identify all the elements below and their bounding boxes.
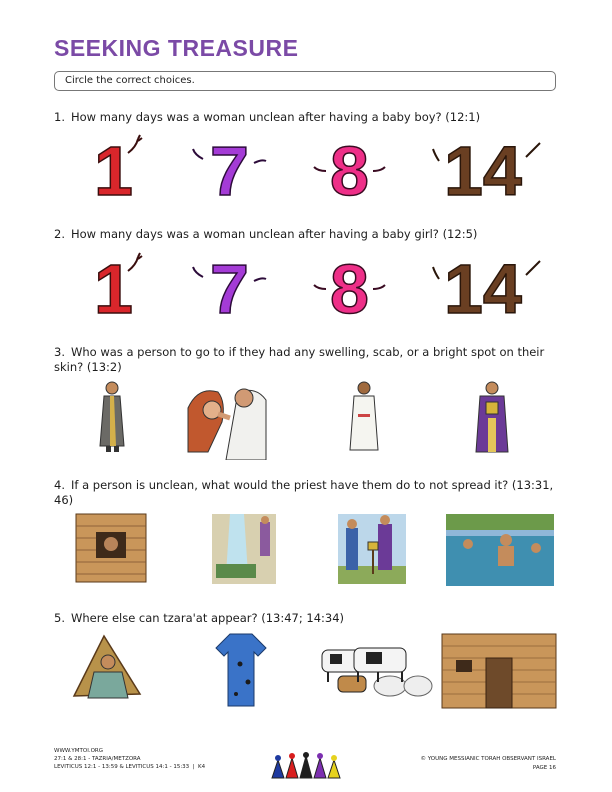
person-in-brick-window-icon[interactable] [76, 514, 146, 582]
question-4 [54, 478, 554, 508]
ymtoi-logo-icon [268, 752, 344, 780]
question-3 [54, 345, 554, 375]
footer-site-link[interactable]: WWW.YMTOI.ORG [54, 748, 104, 754]
number-choices-row-1 [88, 133, 558, 203]
number-one: 1 [94, 133, 133, 203]
blue-garment-with-spots-icon[interactable] [216, 634, 266, 706]
man-in-robe-icon[interactable] [100, 382, 124, 452]
number-fourteen: 14 [444, 251, 522, 321]
question-number: 5. [54, 611, 65, 625]
brick-house-icon[interactable] [442, 634, 556, 708]
instruction-box: Circle the correct choices. [54, 71, 556, 91]
footer-left [54, 747, 205, 771]
q3-choices [54, 378, 558, 460]
footer-right [420, 755, 556, 773]
q4-choices [54, 512, 558, 594]
man-in-white-icon[interactable] [350, 382, 378, 450]
number-seven: 7 [210, 251, 249, 321]
page-number: PAGE 16 [532, 765, 556, 771]
number-choices-row-2 [88, 251, 558, 321]
question-text: How many days was a woman unclean after having a baby boy? (12:1) [71, 110, 481, 124]
question-text: How many days was a woman unclean after having a baby girl? (12:5) [71, 227, 478, 241]
question-5 [54, 611, 554, 626]
people-by-waterfall-icon[interactable] [212, 514, 276, 584]
question-text: Who was a person to go to if they had any swelling, scab, or a bright spot on their skin? (13:2) [54, 345, 545, 374]
footer-level: K4 [198, 764, 206, 770]
person-in-tent-icon[interactable] [74, 636, 140, 698]
number-fourteen: 14 [444, 133, 522, 203]
choice-7[interactable] [193, 251, 266, 321]
choice-14[interactable] [433, 251, 540, 321]
choice-8[interactable] [314, 251, 385, 321]
men-by-sign-icon[interactable] [338, 514, 406, 584]
q5-choices [54, 632, 558, 714]
priest-examining-woman-icon[interactable] [188, 389, 266, 460]
footer-copyright: © YOUNG MESSIANIC TORAH OBSERVANT ISRAEL [420, 756, 556, 762]
choice-8[interactable] [314, 133, 385, 203]
men-bathing-in-river-icon[interactable] [446, 514, 554, 586]
number-seven: 7 [210, 133, 249, 203]
number-eight: 8 [330, 251, 369, 321]
choice-14[interactable] [433, 133, 540, 203]
number-one: 1 [94, 251, 133, 321]
question-number: 2. [54, 227, 65, 241]
question-number: 4. [54, 478, 65, 492]
choice-7[interactable] [193, 133, 266, 203]
priest-in-purple-icon[interactable] [476, 382, 508, 452]
question-number: 1. [54, 110, 65, 124]
footer-reference: LEVITICUS 12:1 - 13:59 & LEVITICUS 14:1 - 15:33 | K4 [54, 764, 206, 770]
number-eight: 8 [330, 133, 369, 203]
page-title: SEEKING TREASURE [54, 35, 299, 61]
footer-portion: 27:1 & 28:1 - TAZRIA/METZORA [54, 756, 141, 762]
question-2 [54, 227, 554, 242]
question-text: Where else can tzara'at appear? (13:47; 14:34) [71, 611, 345, 625]
question-text: If a person is unclean, what would the priest have them do to not spread it? (13:31, 46) [54, 478, 554, 507]
cows-and-sheep-icon[interactable] [322, 648, 432, 696]
question-number: 3. [54, 345, 65, 359]
choice-1[interactable] [94, 133, 142, 203]
question-1 [54, 110, 554, 125]
choice-1[interactable] [94, 251, 142, 321]
